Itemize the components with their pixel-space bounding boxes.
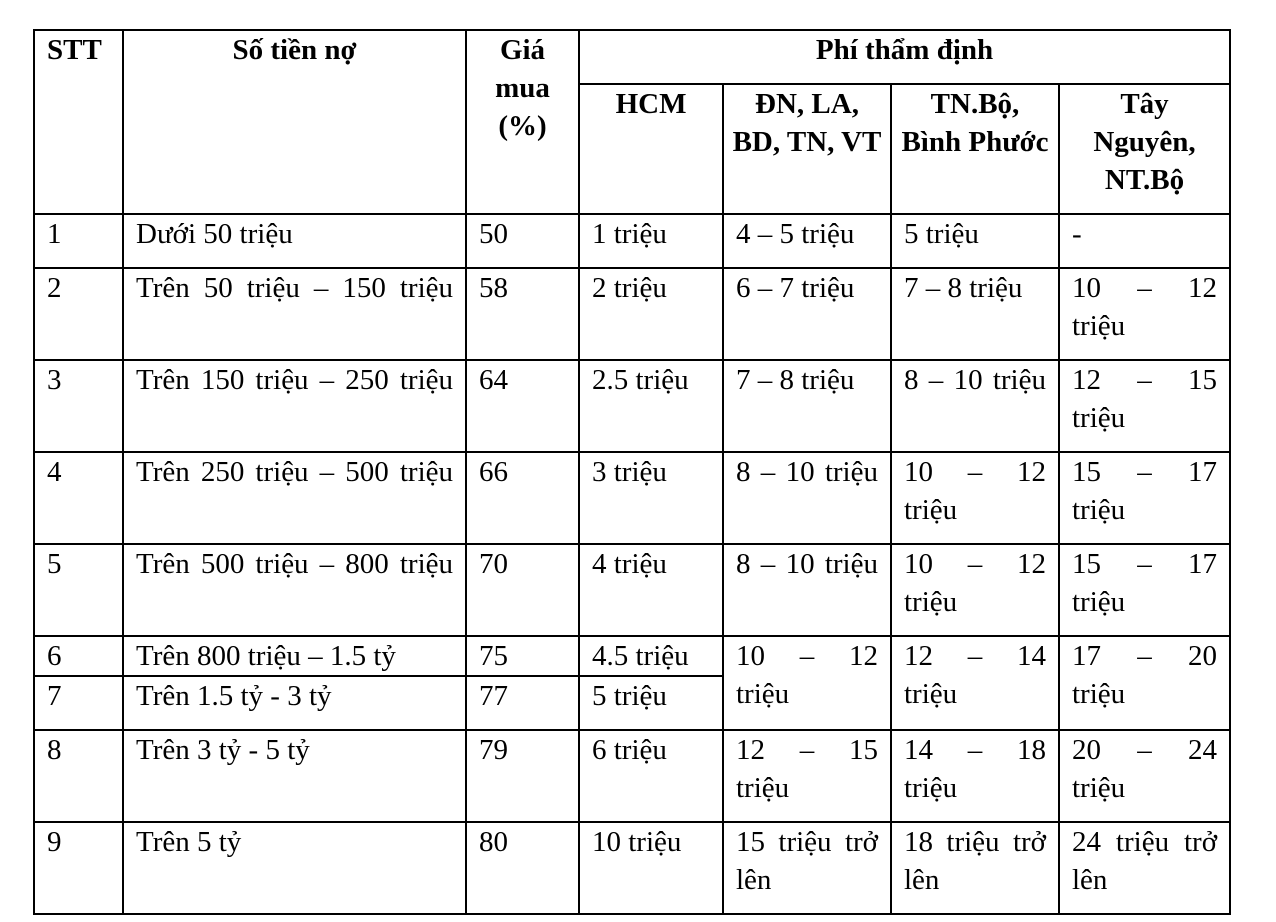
cell-stt: 5 [34, 544, 123, 636]
table-row [34, 544, 1230, 636]
cell-dn: 7 – 8 triệu [723, 360, 891, 452]
cell-price: 50 [466, 214, 579, 268]
cell-price: 66 [466, 452, 579, 544]
header-region-tnbo: TN.Bộ, Bình Phước [891, 84, 1059, 214]
cell-price: 77 [466, 676, 579, 730]
cell-debt: Trên 500 triệu – 800 triệu [123, 544, 466, 636]
cell-tnbo: 18 triệu trở lên [891, 822, 1059, 914]
cell-price: 64 [466, 360, 579, 452]
cell-dn: 10 – 12 triệu [723, 636, 891, 730]
cell-dn: 8 – 10 triệu [723, 544, 891, 636]
header-row-1 [34, 30, 1230, 84]
table-row [34, 822, 1230, 914]
cell-taynguyen: 15 – 17 triệu [1059, 452, 1230, 544]
header-stt: STT [34, 30, 123, 214]
cell-hcm: 6 triệu [579, 730, 723, 822]
cell-dn: 15 triệu trở lên [723, 822, 891, 914]
cell-debt: Trên 250 triệu – 500 triệu [123, 452, 466, 544]
cell-stt: 9 [34, 822, 123, 914]
cell-price: 58 [466, 268, 579, 360]
cell-debt: Trên 150 triệu – 250 triệu [123, 360, 466, 452]
cell-hcm: 5 triệu [579, 676, 723, 730]
cell-tnbo: 5 triệu [891, 214, 1059, 268]
cell-stt: 8 [34, 730, 123, 822]
cell-hcm: 3 triệu [579, 452, 723, 544]
cell-hcm: 4 triệu [579, 544, 723, 636]
header-region-dn: ĐN, LA, BD, TN, VT [723, 84, 891, 214]
cell-stt: 6 [34, 636, 123, 676]
cell-debt: Trên 1.5 tỷ - 3 tỷ [123, 676, 466, 730]
table-row [34, 268, 1230, 360]
cell-tnbo: 7 – 8 triệu [891, 268, 1059, 360]
cell-hcm: 10 triệu [579, 822, 723, 914]
header-region-hcm: HCM [579, 84, 723, 214]
cell-price: 80 [466, 822, 579, 914]
cell-tnbo: 14 – 18 triệu [891, 730, 1059, 822]
cell-hcm: 2 triệu [579, 268, 723, 360]
cell-debt: Trên 5 tỷ [123, 822, 466, 914]
cell-debt: Trên 3 tỷ - 5 tỷ [123, 730, 466, 822]
cell-taynguyen: 17 – 20 triệu [1059, 636, 1230, 730]
cell-dn: 6 – 7 triệu [723, 268, 891, 360]
table-row [34, 360, 1230, 452]
cell-tnbo: 10 – 12 triệu [891, 452, 1059, 544]
cell-price: 75 [466, 636, 579, 676]
cell-hcm: 4.5 triệu [579, 636, 723, 676]
cell-taynguyen: 10 – 12 triệu [1059, 268, 1230, 360]
table-row [34, 214, 1230, 268]
cell-taynguyen: 20 – 24 triệu [1059, 730, 1230, 822]
cell-debt: Dưới 50 triệu [123, 214, 466, 268]
cell-debt: Trên 800 triệu – 1.5 tỷ [123, 636, 466, 676]
cell-dn: 12 – 15 triệu [723, 730, 891, 822]
cell-dn: 8 – 10 triệu [723, 452, 891, 544]
cell-hcm: 2.5 triệu [579, 360, 723, 452]
cell-taynguyen: - [1059, 214, 1230, 268]
cell-stt: 2 [34, 268, 123, 360]
table-row [34, 730, 1230, 822]
cell-hcm: 1 triệu [579, 214, 723, 268]
cell-stt: 1 [34, 214, 123, 268]
cell-tnbo: 8 – 10 triệu [891, 360, 1059, 452]
cell-debt: Trên 50 triệu – 150 triệu [123, 268, 466, 360]
cell-taynguyen: 24 triệu trở lên [1059, 822, 1230, 914]
header-region-taynguyen: Tây Nguyên, NT.Bộ [1059, 84, 1230, 214]
table-row [34, 636, 1230, 676]
cell-stt: 7 [34, 676, 123, 730]
cell-tnbo: 12 – 14 triệu [891, 636, 1059, 730]
cell-stt: 3 [34, 360, 123, 452]
cell-dn: 4 – 5 triệu [723, 214, 891, 268]
table-row [34, 452, 1230, 544]
cell-taynguyen: 12 – 15 triệu [1059, 360, 1230, 452]
cell-price: 70 [466, 544, 579, 636]
cell-tnbo: 10 – 12 triệu [891, 544, 1059, 636]
fee-table [33, 29, 1231, 915]
cell-price: 79 [466, 730, 579, 822]
header-fee: Phí thẩm định [579, 30, 1230, 84]
cell-stt: 4 [34, 452, 123, 544]
header-price: Giá mua (%) [466, 30, 579, 214]
cell-taynguyen: 15 – 17 triệu [1059, 544, 1230, 636]
header-debt: Số tiền nợ [123, 30, 466, 214]
